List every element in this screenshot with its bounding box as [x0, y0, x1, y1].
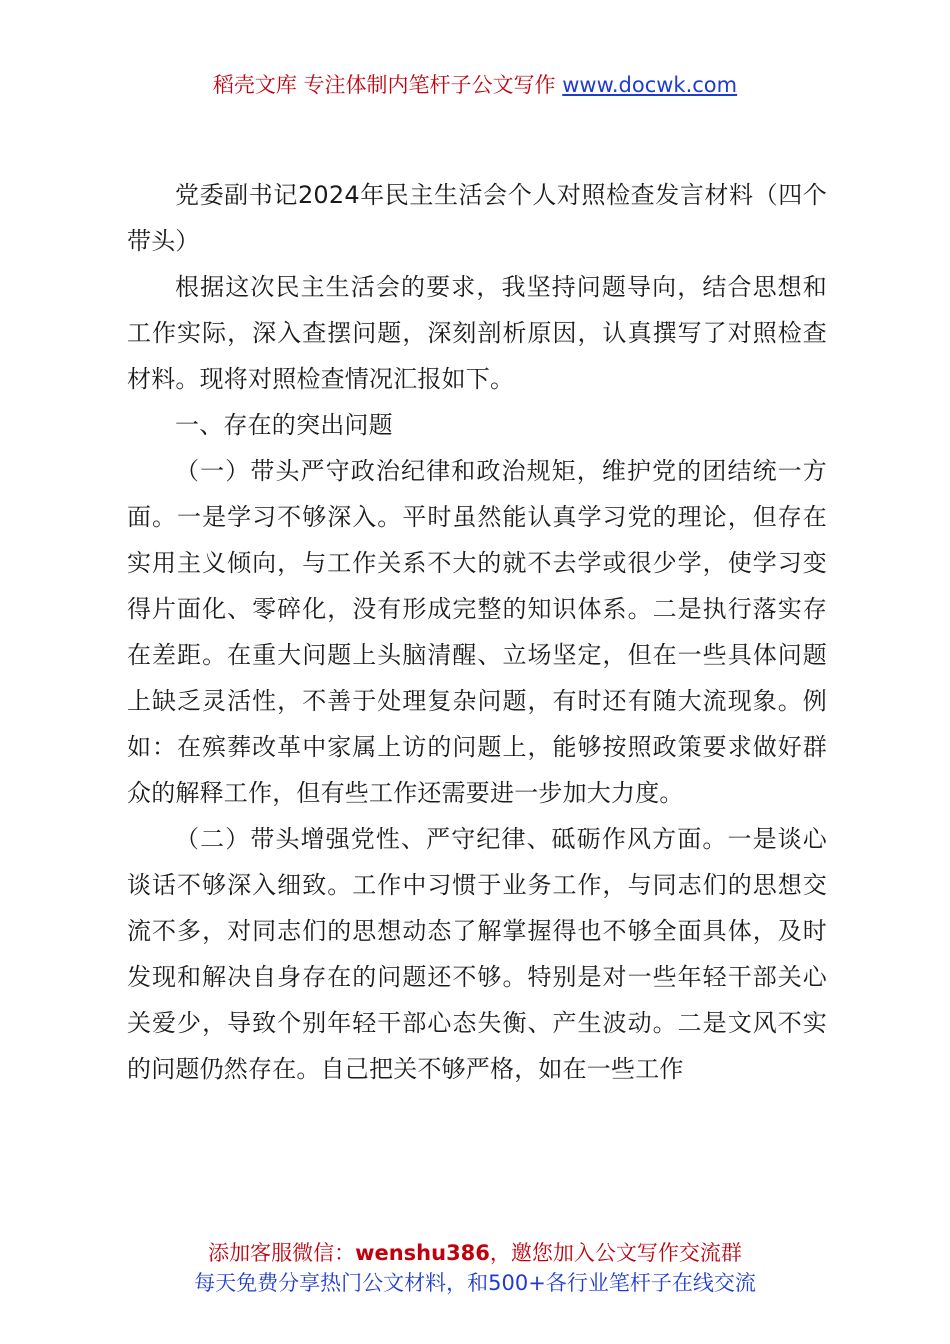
- footer-wechat-id: wenshu386: [355, 1241, 490, 1265]
- promo-footer: [0, 1238, 950, 1298]
- footer-wechat-suffix: ，邀您加入公文写作交流群: [489, 1241, 742, 1265]
- site-url-link[interactable]: www.docwk.com: [562, 73, 738, 97]
- paragraph-item-2: （二）带头增强党性、严守纪律、砥砺作风方面。一是谈心谈话不够深入细致。工作中习惯于业务工作，与同志们的思想交流不多，对同志们的思想动态了解掌握得也不够全面具体，及时发现和解决自身存在的问题还不够。特别是对一些年轻干部关心关爱少，导致个别年轻干部心态失衡、产生波动。二是文风不实的问题仍然存在。自己把关不够严格，如在一些工作: [127, 825, 827, 1083]
- site-header: [0, 68, 950, 102]
- section-heading-1: 一、存在的突出问题: [175, 411, 393, 439]
- paragraph-item-1: （一）带头严守政治纪律和政治规矩，维护党的团结统一方面。一是学习不够深入。平时虽然能认真学习党的理论，但存在实用主义倾向，与工作关系不大的就不去学或很少学，使学习变得片面化、零碎化，没有形成完整的知识体系。二是执行落实存在差距。在重大问题上头脑清醒、立场坚定，但在一些具体问题上缺乏灵活性，不善于处理复杂问题，有时还有随大流现象。例如：在殡葬改革中家属上访的问题上，能够按照政策要求做好群众的解释工作，但有些工作还需要进一步加大力度。: [127, 457, 827, 807]
- footer-wechat-line: [0, 1238, 950, 1268]
- paragraph-intro: 根据这次民主生活会的要求，我坚持问题导向，结合思想和工作实际，深入查摆问题，深刻剖析原因，认真撰写了对照检查材料。现将对照检查情况汇报如下。: [127, 273, 827, 393]
- document-body: [127, 172, 827, 1092]
- footer-share-line: 每天免费分享热门公文材料，和500+各行业笔杆子在线交流: [194, 1271, 756, 1295]
- footer-wechat-prefix: 添加客服微信：: [208, 1241, 356, 1265]
- site-brand-text: 稻壳文库 专注体制内笔杆子公文写作: [212, 73, 556, 97]
- document-title: 党委副书记2024年民主生活会个人对照检查发言材料（四个带头）: [127, 181, 827, 255]
